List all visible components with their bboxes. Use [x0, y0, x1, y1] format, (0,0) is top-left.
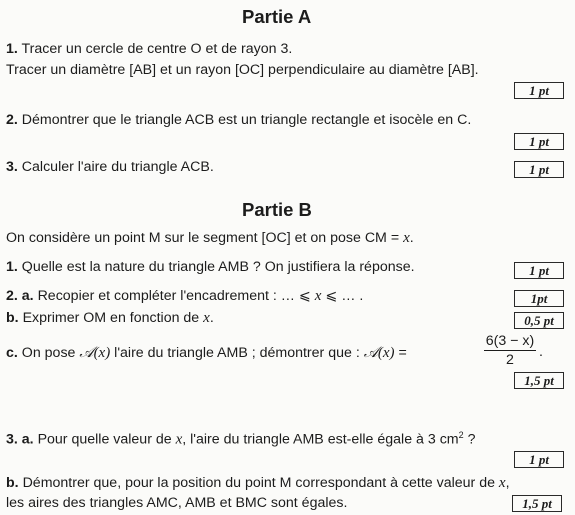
variable-x: x: [314, 288, 322, 304]
question-text: Démontrer que, pour la position du point M correspondant à cette valeur de: [22, 475, 499, 491]
part-b-q2a: [6, 288, 363, 305]
points-badge: 1,5 pt: [512, 495, 562, 512]
part-a-q1-line1: [6, 41, 292, 57]
question-number: 1.: [6, 41, 18, 57]
part-b-title: Partie B: [242, 199, 312, 220]
part-a-title: Partie A: [242, 6, 312, 27]
question-text-mid: , l'aire du triangle AMB est-elle égale à 3 cm: [182, 431, 459, 448]
part-b-q3b-line2: les aires des triangles AMC, AMB et BMC sont égales.: [6, 495, 348, 511]
question-number: b.: [6, 310, 19, 326]
question-text: Démontrer que le triangle ACB est un triangle rectangle et isocèle en C.: [21, 112, 472, 128]
question-text-end: .: [209, 310, 214, 326]
fraction: [484, 333, 536, 368]
points-badge: 1,5 pt: [514, 372, 564, 389]
fraction-bar: [484, 350, 536, 351]
question-text: Exprimer OM en fonction de: [22, 310, 204, 326]
part-b-q2b: [6, 310, 214, 327]
question-text: Pour quelle valeur de: [37, 431, 176, 448]
question-text-end: ⩽ … .: [321, 288, 364, 304]
question-text-mid: l'aire du triangle AMB ; démontrer que :: [110, 345, 364, 361]
superscript: 2: [458, 430, 464, 440]
question-number: 3. a.: [6, 431, 34, 448]
question-text: On pose: [21, 345, 80, 361]
question-text: Calculer l'aire du triangle ACB.: [21, 159, 214, 175]
question-number: 3.: [6, 159, 18, 175]
fraction-end: .: [539, 344, 543, 360]
question-number: 2. a.: [6, 288, 34, 304]
question-text-end: ?: [463, 431, 476, 448]
variable-x: x: [203, 310, 210, 326]
variable-x: x: [175, 431, 183, 448]
equals-sign: =: [394, 345, 407, 361]
part-b-intro: [6, 230, 414, 247]
points-badge: 1 pt: [514, 262, 564, 279]
area-symbol: 𝒜(x): [363, 345, 395, 361]
question-number: b.: [6, 475, 19, 491]
points-badge: 1 pt: [514, 133, 564, 150]
question-text: Tracer un cercle de centre O et de rayon 3.: [21, 41, 293, 57]
part-b-q1: [6, 259, 415, 275]
points-badge: 1 pt: [514, 451, 564, 468]
points-badge: 1 pt: [514, 161, 564, 178]
variable-x: x: [498, 475, 506, 491]
part-b-q3b-line1: [6, 475, 510, 492]
part-a-q2: [6, 112, 471, 128]
fraction-denominator: 2: [506, 352, 514, 368]
variable-x: x: [403, 230, 410, 246]
fraction-numerator: 6(3 − x): [485, 333, 535, 349]
question-number: 2.: [6, 112, 18, 128]
part-b-q3a: [6, 430, 475, 449]
points-badge: 0,5 pt: [514, 312, 564, 329]
part-a-q3: [6, 159, 214, 175]
intro-text: On considère un point M sur le segment [OC] et on pose CM =: [6, 230, 404, 246]
part-a-q1-line2: Tracer un diamètre [AB] et un rayon [OC] perpendiculaire au diamètre [AB].: [6, 62, 479, 78]
part-b-q2c: [6, 344, 407, 362]
question-number: c.: [6, 345, 18, 361]
area-symbol: 𝒜(x): [79, 345, 111, 361]
question-number: 1.: [6, 259, 18, 275]
points-badge: 1pt: [514, 290, 564, 307]
question-text-end: ,: [505, 475, 510, 491]
intro-end: .: [409, 230, 414, 246]
question-text: Recopier et compléter l'encadrement : … ⩽: [37, 288, 315, 304]
question-text: Quelle est la nature du triangle AMB ? On justifiera la réponse.: [21, 259, 415, 275]
points-badge: 1 pt: [514, 82, 564, 99]
